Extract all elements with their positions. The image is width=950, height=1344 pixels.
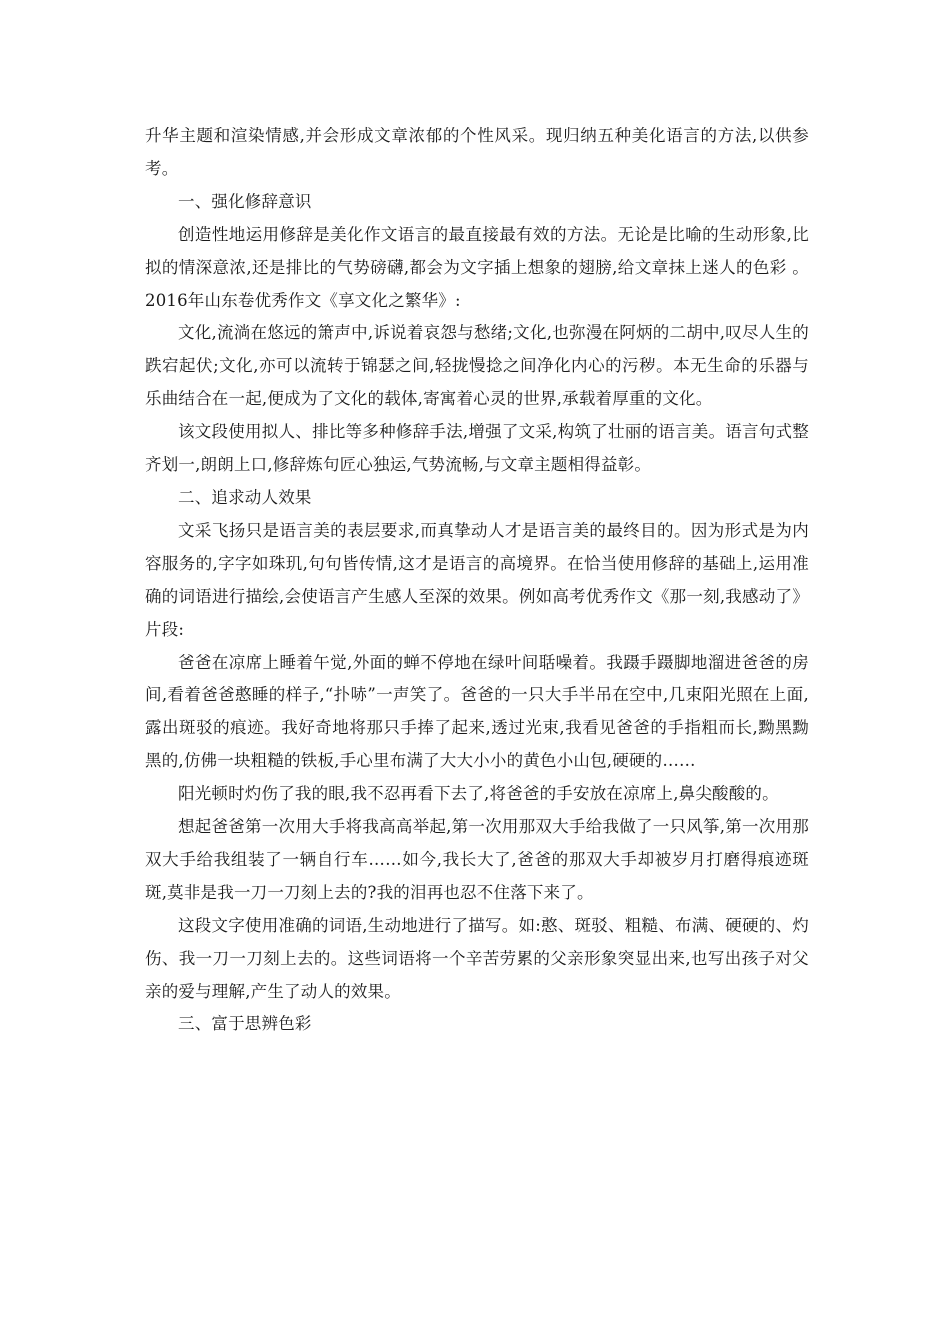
section-heading-rhetoric: 一、强化修辞意识	[178, 191, 312, 211]
paragraph-analysis-moving: 这段文字使用准确的词语,生动地进行了描写。如:憨、斑驳、粗糙、布满、硬硬的、灼伤、我一刀一刀刻上去的。这些词语将一个辛苦劳累的父亲形象突显出来,也写出孩子对父亲的爱与理解,产生了动人的效果。	[145, 915, 809, 1001]
paragraph-analysis-rhetoric: 该文段使用拟人、排比等多种修辞手法,增强了文采,构筑了壮丽的语言美。语言句式整齐划一,朗朗上口,修辞炼句匠心独运,气势流畅,与文章主题相得益彰。	[145, 422, 809, 475]
paragraph-intro-continuation: 升华主题和渲染情感,并会形成文章浓郁的个性风采。现归纳五种美化语言的方法,以供参考。	[145, 126, 809, 178]
paragraph-rhetoric: 创造性地运用修辞是美化作文语言的最直接最有效的方法。无论是比喻的生动形象,比拟的情深意浓,还是排比的气势磅礴,都会为文字插上想象的翅膀,给文章抹上迷人的色彩 。2016年山东卷优秀作文《享文化之繁华》:	[145, 224, 809, 310]
paragraph-example-father-b: 阳光顿时灼伤了我的眼,我不忍再看下去了,将爸爸的手安放在凉席上,鼻尖酸酸的。	[178, 784, 779, 804]
paragraph-moving: 文采飞扬只是语言美的表层要求,而真挚动人才是语言美的最终目的。因为形式是为内容服务的,字字如珠玑,句句皆传情,这才是语言的高境界。在恰当使用修辞的基础上,运用准确的词语进行描绘,会使语言产生感人至深的效果。例如高考优秀作文《那一刻,我感动了》片段:	[145, 520, 809, 639]
section-heading-dialectic: 三、富于思辨色彩	[178, 1014, 312, 1034]
paragraph-example-father-c: 想起爸爸第一次用大手将我高高举起,第一次用那双大手给我做了一只风筝,第一次用那双大手给我组装了一辆自行车……如今,我长大了,爸爸的那双大手却被岁月打磨得痕迹斑斑,莫非是我一刀一刀刻上去的?我的泪再也忍不住落下来了。	[145, 817, 809, 902]
paragraph-example-father-a: 爸爸在凉席上睡着午觉,外面的蝉不停地在绿叶间聒噪着。我蹑手蹑脚地溜进爸爸的房间,看着爸爸憨睡的样子,“扑哧”一声笑了。爸爸的一只大手半吊在空中,几束阳光照在上面,露出斑驳的痕迹。我好奇地将那只手捧了起来,透过光束,我看见爸爸的手指粗而长,黝黑黝黑的,仿佛一块粗糙的铁板,手心里布满了大大小小的黄色小山包,硬硬的……	[145, 652, 809, 771]
document-body	[145, 120, 809, 1041]
section-heading-moving: 二、追求动人效果	[178, 487, 312, 507]
paragraph-example-culture: 文化,流淌在悠远的箫声中,诉说着哀怨与愁绪;文化,也弥漫在阿炳的二胡中,叹尽人生的跌宕起伏;文化,亦可以流转于锦瑟之间,轻拢慢捻之间净化内心的污秽。本无生命的乐器与乐曲结合在一起,便成为了文化的载体,寄寓着心灵的世界,承载着厚重的文化。	[145, 323, 809, 409]
